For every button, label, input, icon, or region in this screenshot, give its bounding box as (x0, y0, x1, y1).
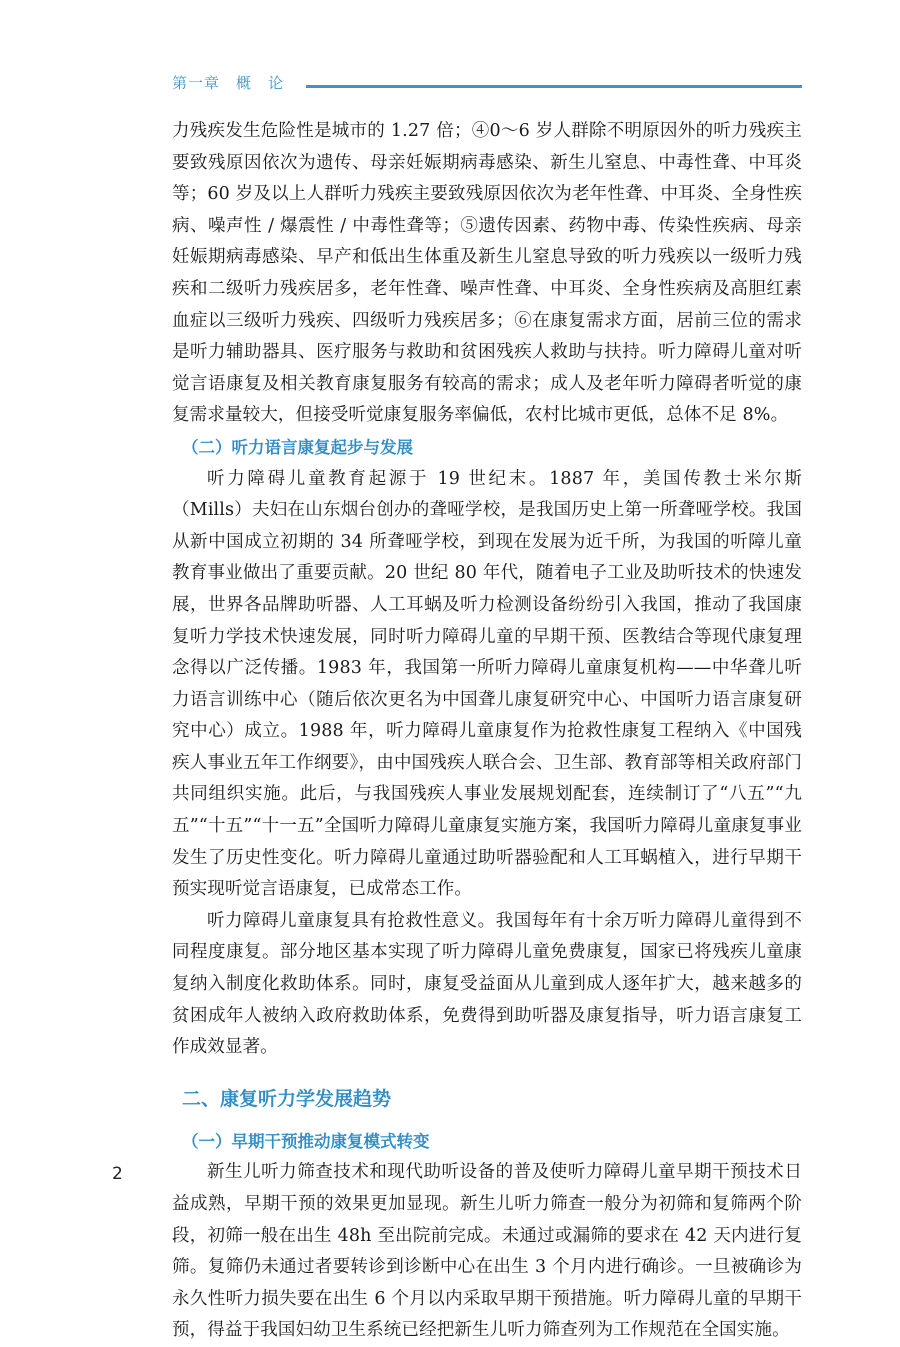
paragraph-history: 听力障碍儿童教育起源于 19 世纪末。1887 年，美国传教士米尔斯（Mills）夫妇在山东烟台创办的聋哑学校，是我国历史上第一所聋哑学校。我国从新中国成立初期的 34 所聋哑学校，到现在发展为近千所，为我国的听障儿童教育事业做出了重要贡献。20 世纪 80 年代，随着电子工业及助听技术的快速发展，世界各品牌助听器、人工耳蜗及听力检测设备纷纷引入我国，推动了我国康复听力学技术快速发展，同时听力障碍儿童的早期干预、医教结合等现代康复理念得以广泛传播。1983 年，我国第一所听力障碍儿童康复机构——中华聋儿听力语言训练中心（随后依次更名为中国聋儿康复研究中心、中国听力语言康复研究中心）成立。1988 年，听力障碍儿童康复作为抢救性康复工程纳入《中国残疾人事业五年工作纲要》，由中国残疾人联合会、卫生部、教育部等相关政府部门共同组织实施。此后，与我国残疾人事业发展规划配套，连续制订了“八五”“九五”“十五”“十一五”全国听力障碍儿童康复实施方案，我国听力障碍儿童康复事业发生了历史性变化。听力障碍儿童通过助听器验配和人工耳蜗植入，进行早期干预实现听觉言语康复，已成常态工作。 (172, 468, 802, 900)
header-rule (306, 85, 802, 88)
chapter-title: 第一章 概 论 (172, 74, 285, 92)
paragraph-rescue-significance: 听力障碍儿童康复具有抢救性意义。我国每年有十余万听力障碍儿童得到不同程度康复。部分地区基本实现了听力障碍儿童免费康复，国家已将残疾儿童康复纳入制度化救助体系。同时，康复受益面从儿童到成人逐年扩大，越来越多的贫困成年人被纳入政府救助体系，免费得到助听器及康复指导，听力语言康复工作成效显著。 (172, 910, 802, 1058)
subheading-rehab-development: （二）听力语言康复起步与发展 (182, 437, 413, 457)
paragraph-newborn-screening: 新生儿听力筛查技术和现代助听设备的普及使听力障碍儿童早期干预技术日益成熟，早期干预的效果更加显现。新生儿听力筛查一般分为初筛和复筛两个阶段，初筛一般在出生 48h 至出院前完成。未通过或漏筛的要求在 42 天内进行复筛。复筛仍未通过者要转诊到诊断中心在出生 3 个月内进行确诊。一旦被确诊为永久性听力损失要在出生 6 个月以内采取早期干预措施。听力障碍儿童的早期干预，得益于我国妇幼卫生系统已经把新生儿听力筛查列为工作规范在全国实施。 (172, 1162, 802, 1341)
section-heading-trends: 二、康复听力学发展趋势 (182, 1087, 392, 1110)
paragraph-statistics-continued: 力残疾发生危险性是城市的 1.27 倍；④0～6 岁人群除不明原因外的听力残疾主要致残原因依次为遗传、母亲妊娠期病毒感染、新生儿窒息、中毒性聋、中耳炎等；60 岁及以上人群听力残疾主要致残原因依次为老年性聋、中耳炎、全身性疾病、噪声性 / 爆震性 / 中毒性聋等；⑤遗传因素、药物中毒、传染性疾病、母亲妊娠期病毒感染、早产和低出生体重及新生儿窒息导致的听力残疾以一级听力残疾和二级听力残疾居多，老年性聋、噪声性聋、中耳炎、全身性疾病及高胆红素血症以三级听力残疾、四级听力残疾居多；⑥在康复需求方面，居前三位的需求是听力辅助器具、医疗服务与救助和贫困残疾人救助与扶持。听力障碍儿童对听觉言语康复及相关教育康复服务有较高的需求；成人及老年听力障碍者听觉的康复需求量较大，但接受听觉康复服务率偏低，农村比城市更低，总体不足 8%。 (172, 121, 802, 426)
subheading-early-intervention: （一）早期干预推动康复模式转变 (182, 1131, 430, 1151)
running-header (172, 72, 802, 96)
page-body (172, 116, 802, 1347)
page-number: 2 (112, 1164, 123, 1184)
